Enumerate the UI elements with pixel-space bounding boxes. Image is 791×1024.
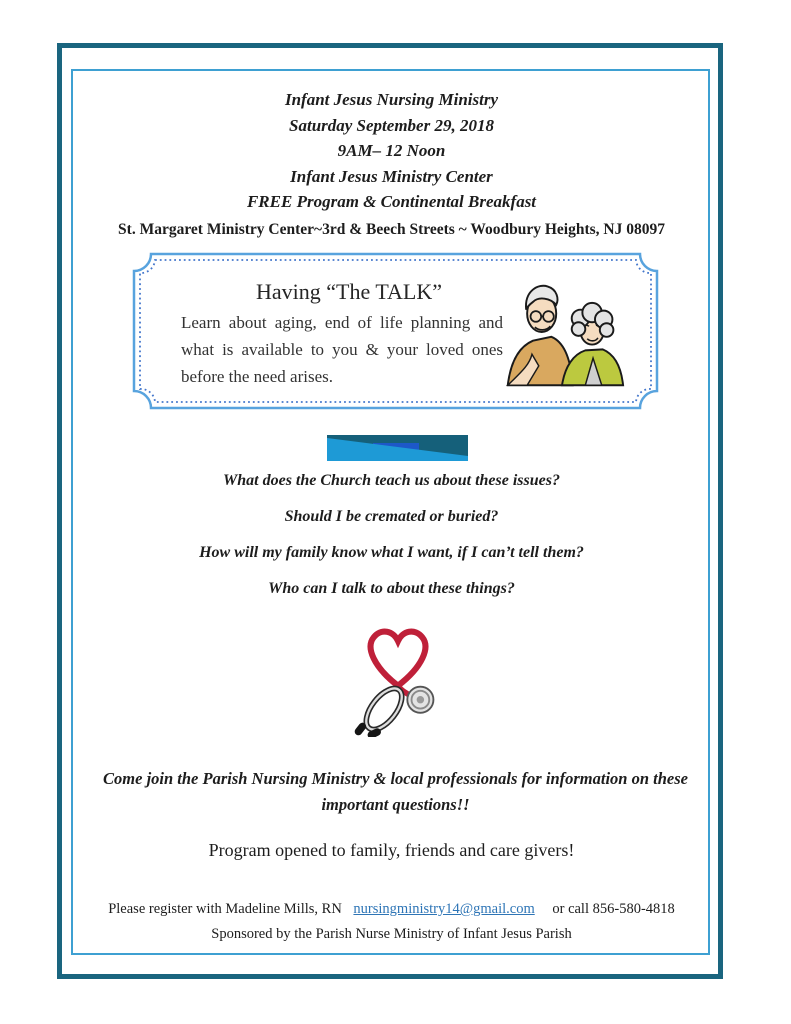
question-item: How will my family know what I want, if I can’t tell them?: [199, 544, 584, 561]
elderly-couple-image: [500, 275, 626, 387]
registration-line: [72, 901, 711, 918]
invitation-text: Come join the Parish Nursing Ministry & local professionals for information on these important questions!!: [103, 769, 688, 814]
audience-text: Program opened to family, friends and care givers!: [208, 840, 575, 860]
event-free-line: FREE Program & Continental Breakfast: [246, 192, 537, 211]
question-item: What does the Church teach us about these issues?: [223, 472, 560, 489]
event-time: 9AM– 12 Noon: [337, 141, 446, 160]
event-header: [72, 87, 711, 215]
questions-list: [72, 472, 711, 616]
location-line: St. Margaret Ministry Center~3rd & Beech Streets ~ Woodbury Heights, NJ 08097: [118, 221, 665, 238]
talk-description: Learn about aging, end of life planning and what is available to you & your loved ones before the need arises.: [181, 313, 503, 386]
event-date: Saturday September 29, 2018: [289, 115, 494, 135]
event-venue: Infant Jesus Ministry Center: [290, 166, 493, 186]
banner-divider: [327, 435, 468, 461]
talk-title: Having “The TALK”: [256, 279, 442, 304]
registration-suffix: or call 856-580-4818: [552, 901, 675, 917]
talk-box: [131, 251, 660, 411]
email-link[interactable]: nursingministry14@gmail.com: [353, 901, 535, 917]
heart-stethoscope-image: [342, 613, 454, 737]
sponsor-line: Sponsored by the Parish Nurse Ministry of Infant Jesus Parish: [211, 926, 572, 942]
question-item: Should I be cremated or buried?: [284, 508, 499, 525]
registration-prefix: Please register with Madeline Mills, RN: [108, 901, 342, 917]
question-item: Who can I talk to about these things?: [268, 580, 515, 597]
event-title: Infant Jesus Nursing Ministry: [284, 90, 499, 109]
